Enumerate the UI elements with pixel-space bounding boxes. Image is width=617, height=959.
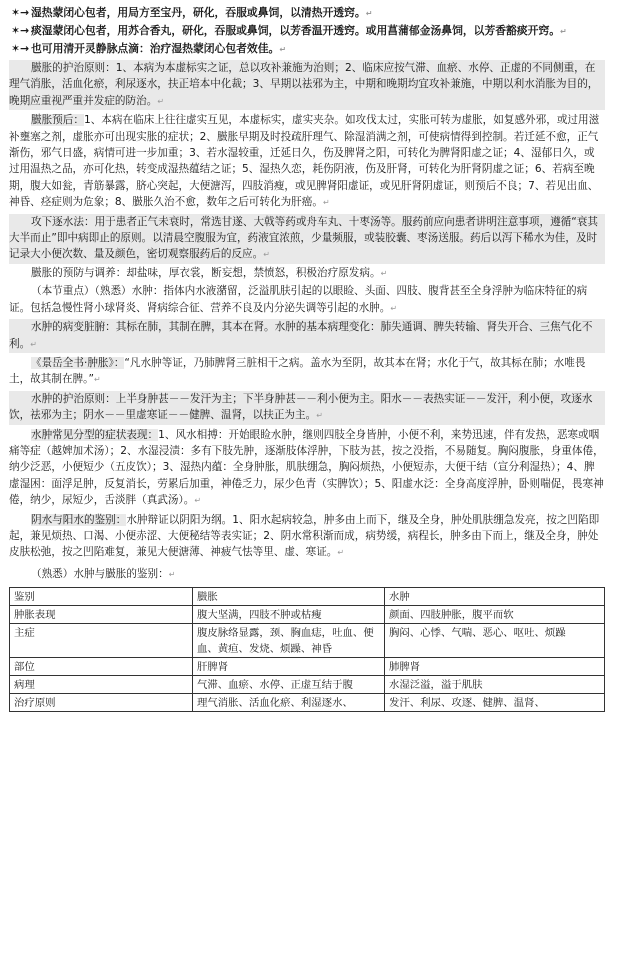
paragraph: 水肿常见分型的症状表现：1、风水相搏：开始眼睑水肿，继则四肢全身皆肿，小便不利，来势迅速，伴有发热，恶寒或咽痛等症（越婢加术汤）；2、水湿浸渍：多有下肢先肿，逐渐肢体浮肿，下肢为甚，按之没指，不易随复。胸闷腹胀，身重体倦，纳少泛恶，小便短少（五皮饮）；3、湿热内蕴：全身肿胀，肌肤绷急，胸闷烦热，小便短赤，大便干结（宣分利湿热）；4、脾虚湿困：面浮足肿，反复消长，劳累后加重，神倦乏力，尿少色青（实脾饮）；5、阳虚水泛：全身高度浮肿，卧则喘促，畏寒神倦，纳少，尿短少，舌淡胖（真武汤）。↵ [9, 428, 604, 507]
paragraph: （本节重点）（熟悉）水肿：指体内水液潴留，泛溢肌肤引起的以眼睑、头面、四肢、腹背甚至全身浮肿为临床特征的病证。包括急慢性肾小球肾炎、肾病综合征、营养不良及内分泌失调等引起的水肿。↵ [9, 285, 588, 314]
bullet-marker: ✶→ [11, 24, 30, 37]
table-header-cell: 鉴别 [10, 588, 193, 606]
bullet-text: 也可用清开灵静脉点滴：治疗湿热蒙闭心包者效佳。 [31, 42, 280, 55]
paragraph-text: 水肿辩证以阴阳为纲。1、阳水起病较急，肿多由上而下，继及全身，肿处肌肤绷急发亮，按之凹陷即起，兼见烦热、口渴、小便赤涩、大便秘结等表实证；2、阴水常积渐而成，病势缓，病程长，肿多由下而上，继及全身，肿处皮肤松弛，按之凹陷难复，兼见大便溏薄、神疲气怯等里、虚、寒证。 [9, 513, 600, 559]
paragraph-lead: 臌胀的护治原则： [31, 62, 116, 74]
table-row [10, 624, 605, 658]
table-row [10, 676, 605, 694]
paragraph: 臌胀预后：1、本病在临床上往往虚实互见，本虚标实，虚实夹杂。如攻伐太过，实胀可转为虚胀，如复感外邪，或过用滋补壅塞之剂，虚胀亦可出现实胀的症状；2、臌胀早期及时投疏肝理气、除湿消满之剂，可使病情得到控制。若迁延不愈，正气渐伤，邪气日盛，病情可进一步加重；3、若水湿较重，迁延日久，伤及脾肾之阳，可转化为脾肾阳虚之证；4、湿郁日久，或过用温热之品，亦可化热，转变成湿热蕴结之证；5、湿热久恋，耗伤阴液，伤及肝肾，可转化为肝肾阴虚之证；6、若病至晚期，腹大如瓮，青筋暴露，脐心突起，大便溏泻，四肢消瘦，或见脾肾阳虚证，或见肝肾阴虚证，则预后不良；7、若见出血、神昏、痉症则为危象；8、臌胀久治不愈，数年之后可转化为肝癌。↵ [9, 114, 600, 209]
paragraph-text: 指体内水液潴留，泛溢肌肤引起的以眼睑、头面、四肢、腹背甚至全身浮肿为临床特征的病证。包括急慢性肾小球肾炎、肾病综合征、营养不良及内分泌失调等引起的水肿。 [9, 285, 588, 314]
paragraph-lead: 攻下逐水法： [31, 215, 95, 228]
table-row [10, 658, 605, 676]
bullet-marker: ✶→ [11, 42, 30, 55]
table-cell: 腹大坚满，四肢不肿或枯瘦 [193, 606, 385, 624]
bullet-item: ✶→ 痰湿蒙闭心包者，用苏合香丸，研化，吞服或鼻饲，以芳香温开透窍。或用菖蒲郁金汤鼻饲，以芳香豁痰开窍。↵ [11, 24, 567, 37]
paragraph-text: 其标在肺，其制在脾，其本在肾。水肿的基本病理变化：肺失通调、脾失转输、肾失开合、三焦气化不利。 [9, 321, 593, 350]
table-cell: 腹皮脉络显露，颈、胸血痣，吐血、便血、黄疸、发烧、烦躁、神昏 [193, 624, 385, 658]
paragraph-text: 1、风水相搏：开始眼睑水肿，继则四肢全身皆肿，小便不利，来势迅速，伴有发热，恶寒或咽痛等症（越婢加术汤）；2、水湿浸渍：多有下肢先肿，逐渐肢体浮肿，下肢为甚，按之没指，不易随复。胸闷腹胀，身重体倦，纳少泛恶，小便短少（五皮饮）；3、湿热内蕴：全身肿胀，肌肤绷急，胸闷烦热，小便短赤，大便干结（宣分利湿热）；4、脾虚湿困：面浮足肿，反复消长，劳累后加重，神倦乏力，尿少色青（实脾饮）；5、阳虚水泛：全身高度浮肿，卧则喘促，畏寒神倦，纳少，尿短少，舌淡胖（真武汤）。 [9, 428, 604, 507]
bullet-text: 痰湿蒙闭心包者，用苏合香丸，研化，吞服或鼻饲，以芳香温开透窍。或用菖蒲郁金汤鼻饲，以芳香豁痰开窍。 [31, 24, 561, 37]
paragraph-lead: 水肿的病变脏腑： [31, 321, 116, 334]
table-cell: 水湿泛溢，溢于肌肤 [385, 676, 605, 694]
paragraph-lead: 臌胀的预防与调养： [31, 266, 127, 279]
table-cell: 肝脾肾 [193, 658, 385, 676]
table-cell: 主症 [10, 624, 193, 658]
paragraph: 臌胀的预防与调养：却盐味，厚衣裳，断妄想，禁愤怒，积极治疗原发病。↵ [31, 266, 388, 279]
paragraph-lead: 臌胀预后： [31, 114, 84, 127]
table-cell: 颜面、四肢肿胀，腹平而软 [385, 606, 605, 624]
paragraph-text: “凡水肿等证，乃肺脾肾三脏相干之病。盖水为至阴，故其本在肾；水化于气，故其标在肺；水唯畏土，故其制在脾。” [9, 356, 586, 386]
table-cell: 肿胀表现 [10, 606, 193, 624]
table-cell: 治疗原则 [10, 694, 193, 712]
paragraph-lead: 水肿的护治原则： [31, 392, 116, 405]
table-row [10, 694, 605, 712]
table-header-cell: 水肿 [385, 588, 605, 606]
table-row [10, 606, 605, 624]
bullet-marker: ✶→ [11, 6, 30, 19]
bullet-text: 湿热蒙闭心包者，用局方至宝丹，研化，吞服或鼻饲，以清热开透窍。 [31, 6, 366, 19]
paragraph-text: 1、本病为本虚标实之证，总以攻补兼施为治则；2、临床应按气滞、血瘀、水停、正虚的不同侧重，在理气消胀，活血化瘀，利尿逐水，扶正培本中化裁；3、早期以祛邪为主，中期和晚期均宜攻补兼施，中期以利水消胀为目的，晚期应重视严重并发症的防治。 [9, 62, 599, 107]
table-cell: 部位 [10, 658, 193, 676]
table-cell: 胸闷、心悸、气喘、恶心、呕吐、烦躁 [385, 624, 605, 658]
paragraph: 水肿的护治原则：上半身肿甚－－发汗为主；下半身肿甚－－利小便为主。阳水－－表热实证－－发汗，利小便，攻逐水饮，祛邪为主；阴水－－里虚寒证－－健脾、温肾，以扶正为主。↵ [9, 391, 605, 425]
paragraph-text: 用于患者正气未衰时，常选甘遂、大戟等药或舟车丸、十枣汤等。服药前应向患者讲明注意事项，遵循“衰其大半而止”即中病即止的原则。以清晨空腹服为宜，药液宜浓煎，少量频服，或装胶囊、枣汤送服。药后以泻下稀水为佳，及时记录大小便次数、量及颜色，密切观察服药后的反应。 [9, 215, 598, 261]
table-cell: 病理 [10, 676, 193, 694]
paragraph-text: 1、本病在临床上往往虚实互见，本虚标实，虚实夹杂。如攻伐太过，实胀可转为虚胀，如复感外邪，或过用滋补壅塞之剂，虚胀亦可出现实胀的症状；2、臌胀早期及时投疏肝理气、除湿消满之剂，可使病情得到控制。若迁延不愈，正气渐伤，邪气日盛，病情可进一步加重；3、若水湿较重，迁延日久，伤及脾肾之阳，可转化为脾肾阳虚之证；4、湿郁日久，或过用温热之品，亦可化热，转变成湿热蕴结之证；5、湿热久恋，耗伤阴液，伤及肝肾，可转化为肝肾阴虚之证；6、若病至晚期，腹大如瓮，青筋暴露，脐心突起，大便溏泻，四肢消瘦，或见脾肾阳虚证，或见肝肾阴虚证，则预后不良；7、若见出血、神昏、痉症则为危象；8、臌胀久治不愈，数年之后可转化为肝癌。 [9, 114, 600, 209]
paragraph-lead: 《景岳全书·肿胀》： [31, 356, 125, 369]
paragraph-lead: 水肿常见分型的症状表现： [31, 428, 159, 441]
paragraph-lead: 阴水与阳水的鉴别： [31, 513, 127, 526]
bullet-list [9, 4, 605, 58]
table-cell: 气滞、血瘀、水停、正虚互结于腹 [193, 676, 385, 694]
table-cell: 肺脾肾 [385, 658, 605, 676]
bullet-item: ✶→ 也可用清开灵静脉点滴：治疗湿热蒙闭心包者效佳。↵ [11, 42, 287, 55]
paragraph: 水肿的病变脏腑：其标在肺，其制在脾，其本在肾。水肿的基本病理变化：肺失通调、脾失转输、肾失开合、三焦气化不利。↵ [9, 319, 605, 353]
table-cell: 理气消胀、活血化瘀、利湿逐水、 [193, 694, 385, 712]
table-caption: （熟悉）水肿与臌胀的鉴别：↵ [31, 567, 176, 580]
paragraph: 臌胀的护治原则：1、本病为本虚标实之证，总以攻补兼施为治则；2、临床应按气滞、血瘀、水停、正虚的不同侧重，在理气消胀，活血化瘀，利尿逐水，扶正培本中化裁；3、早期以祛邪为主，中期和晚期均宜攻补兼施，中期以利水消胀为目的，晚期应重视严重并发症的防治。↵ [9, 60, 605, 110]
paragraph: 攻下逐水法：用于患者正气未衰时，常选甘遂、大戟等药或舟车丸、十枣汤等。服药前应向患者讲明注意事项，遵循“衰其大半而止”即中病即止的原则。以清晨空腹服为宜，药液宜浓煎，少量频服，或装胶囊、枣汤送服。药后以泻下稀水为佳，及时记录大小便次数、量及颜色，密切观察服药后的反应。↵ [9, 214, 605, 264]
bullet-item: ✶→ 湿热蒙闭心包者，用局方至宝丹，研化，吞服或鼻饲，以清热开透窍。↵ [11, 6, 373, 19]
paragraph: 《景岳全书·肿胀》：“凡水肿等证，乃肺脾肾三脏相干之病。盖水为至阴，故其本在肾；水化于气，故其标在肺；水唯畏土，故其制在脾。”↵ [9, 356, 586, 386]
paragraph-text: 上半身肿甚－－发汗为主；下半身肿甚－－利小便为主。阳水－－表热实证－－发汗，利小便，攻逐水饮，祛邪为主；阴水－－里虚寒证－－健脾、温肾，以扶正为主。 [9, 392, 593, 422]
paragraph-text: 却盐味，厚衣裳，断妄想，禁愤怒，积极治疗原发病。 [126, 266, 381, 279]
table-header-row [10, 588, 605, 606]
paragraph: 阴水与阳水的鉴别：水肿辩证以阴阳为纲。1、阳水起病较急，肿多由上而下，继及全身，肿处肌肤绷急发亮，按之凹陷即起，兼见烦热、口渴、小便赤涩、大便秘结等表实证；2、阴水常积渐而成，病势缓，病程长，肿多由下而上，继及全身，肿处皮肤松弛，按之凹陷难复，兼见大便溏薄、神疲气怯等里、虚、寒证。↵ [9, 513, 600, 559]
paragraph-lead: （本节重点）（熟悉）水肿： [31, 285, 164, 298]
table-cell: 发汗、利尿、攻逐、健脾、温肾、 [385, 694, 605, 712]
table-header-cell: 臌胀 [193, 588, 385, 606]
comparison-table [9, 587, 605, 712]
